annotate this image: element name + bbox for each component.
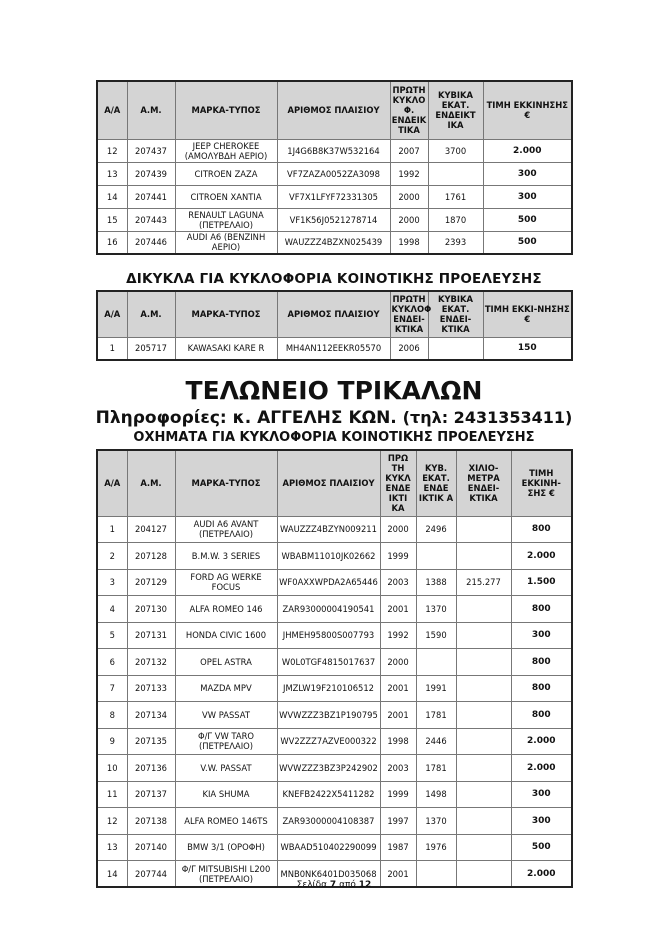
cell-am: 207131 [127, 622, 175, 649]
cell-price: 500 [511, 834, 572, 861]
header-price: ΤΙΜΗ ΕΚΚΙ-ΝΗΣΗΣ € [483, 291, 572, 337]
cell-make: JEEP CHEROKEE (ΑΜΟΛΥΒΔΗ ΑΕΡΙΟ) [175, 139, 277, 162]
cell-year: 2001 [380, 702, 416, 729]
cell-vin: MNB0NK6401D035068 [277, 861, 380, 888]
cell-cc: 1781 [416, 755, 456, 782]
header-aa: Α/Α [97, 450, 127, 516]
header-price: ΤΙΜΗ ΕΚΚΙΝΗ-ΣΗΣ € [511, 450, 572, 516]
cell-km [456, 543, 511, 570]
cell-aa: 15 [97, 208, 127, 231]
cell-year: 2001 [380, 675, 416, 702]
page-number: 7 [329, 880, 337, 890]
cell-year: 2007 [390, 139, 428, 162]
cell-make: MAZDA MPV [175, 675, 277, 702]
header-vin: ΑΡΙΘΜΟΣ ΠΛΑΙΣΙΟΥ [277, 81, 390, 139]
cell-vin: WV2ZZZ7AZVE000322 [277, 728, 380, 755]
table-row [97, 208, 572, 231]
cell-aa: 7 [97, 675, 127, 702]
cell-cc [428, 162, 483, 185]
cell-cc: 1761 [428, 185, 483, 208]
cell-price: 800 [511, 596, 572, 623]
page-label: Σελίδα [296, 880, 328, 890]
cell-year: 2000 [390, 208, 428, 231]
cell-make: CITROEN XANTIA [175, 185, 277, 208]
cell-year: 1999 [380, 543, 416, 570]
cell-price: 500 [483, 231, 572, 254]
cell-vin: WVWZZZ3BZ1P190795 [277, 702, 380, 729]
cell-aa: 5 [97, 622, 127, 649]
cell-year: 1999 [380, 781, 416, 808]
cell-km [456, 516, 511, 543]
header-aa: Α/Α [97, 81, 127, 139]
cell-cc [416, 649, 456, 676]
cell-km [456, 755, 511, 782]
cell-cc [428, 337, 483, 360]
cell-make: BMW 3/1 (ΟΡΟΦΗ) [175, 834, 277, 861]
cell-am: 207137 [127, 781, 175, 808]
vehicles-table-continued [96, 80, 573, 255]
cell-aa: 11 [97, 781, 127, 808]
table-row [97, 834, 572, 861]
cell-make: KIA SHUMA [175, 781, 277, 808]
cell-price: 800 [511, 649, 572, 676]
cell-am: 207446 [127, 231, 175, 254]
cell-cc: 1590 [416, 622, 456, 649]
cell-price: 150 [483, 337, 572, 360]
cell-price: 800 [511, 702, 572, 729]
cell-km [456, 622, 511, 649]
cell-year: 1998 [380, 728, 416, 755]
cell-make: FORD AG WERKE FOCUS [175, 569, 277, 596]
cell-cc: 1991 [416, 675, 456, 702]
header-make: ΜΑΡΚΑ-ΤΥΠΟΣ [175, 450, 277, 516]
cell-am: 207443 [127, 208, 175, 231]
cell-am: 207130 [127, 596, 175, 623]
cell-am: 207134 [127, 702, 175, 729]
table-row [97, 543, 572, 570]
page-total: 12 [358, 880, 372, 890]
cell-km [456, 596, 511, 623]
contact-name: Πληροφορίες: κ. ΑΓΓΕΛΗΣ ΚΩΝ. [95, 408, 397, 428]
table-row [97, 622, 572, 649]
header-make: ΜΑΡΚΑ-ΤΥΠΟΣ [175, 291, 277, 337]
table-row [97, 231, 572, 254]
cell-year: 2006 [390, 337, 428, 360]
cell-vin: MH4AN112EEKR05570 [277, 337, 390, 360]
cell-am: 207140 [127, 834, 175, 861]
cell-vin: WVWZZZ3BZ3P242902 [277, 755, 380, 782]
table-row [97, 702, 572, 729]
header-cc: ΚΥΒ. ΕΚΑΤ. ΕΝΔΕ ΙΚΤΙΚ Α [416, 450, 456, 516]
cell-price: 500 [483, 208, 572, 231]
header-price: ΤΙΜΗ ΕΚΚΙΝΗΣΗΣ € [483, 81, 572, 139]
cell-vin: W0L0TGF4815017637 [277, 649, 380, 676]
cell-price: 800 [511, 516, 572, 543]
table-row [97, 728, 572, 755]
contact-phone: (τηλ: 2431353411) [402, 408, 573, 427]
cell-vin: WAUZZZ4BZYN009211 [277, 516, 380, 543]
cell-aa: 2 [97, 543, 127, 570]
cell-aa: 4 [97, 596, 127, 623]
page-footer [0, 880, 668, 890]
cell-km [456, 834, 511, 861]
cell-make: AUDI A6 AVANT (ΠΕΤΡΕΛΑΙΟ) [175, 516, 277, 543]
cell-cc: 1370 [416, 808, 456, 835]
header-km: ΧΙΛΙΟ-ΜΕΤΡΑ ΕΝΔΕΙ-ΚΤΙΚΑ [456, 450, 511, 516]
cell-vin: WF0AXXWPDA2A65446 [277, 569, 380, 596]
cell-vin: ZAR93000004108387 [277, 808, 380, 835]
cell-cc [416, 543, 456, 570]
table-row [97, 185, 572, 208]
cell-year: 1998 [390, 231, 428, 254]
table-row [97, 781, 572, 808]
cell-price: 2.000 [511, 543, 572, 570]
cell-price: 1.500 [511, 569, 572, 596]
cell-price: 2.000 [511, 728, 572, 755]
table-row [97, 755, 572, 782]
header-cc: ΚΥΒΙΚΑ ΕΚΑΤ. ΕΝΔΕΙ-ΚΤΙΚΑ [428, 291, 483, 337]
cell-year: 2003 [380, 569, 416, 596]
table-header-row [97, 450, 572, 516]
cell-am: 207132 [127, 649, 175, 676]
header-am: Α.Μ. [127, 291, 175, 337]
cell-cc: 2393 [428, 231, 483, 254]
cell-price: 300 [511, 622, 572, 649]
table-row [97, 675, 572, 702]
cell-cc: 2446 [416, 728, 456, 755]
cell-year: 2000 [380, 649, 416, 676]
motorcycles-section-title: ΔΙΚΥΚΛΑ ΓΙΑ ΚΥΚΛΟΦΟΡΙΑ ΚΟΙΝΟΤΙΚΗΣ ΠΡΟΕΛΕΥΣΗΣ [126, 271, 542, 287]
cell-vin: JHMEH95800S007793 [277, 622, 380, 649]
cell-make: OPEL ASTRA [175, 649, 277, 676]
cell-price: 2.000 [483, 139, 572, 162]
table-row [97, 808, 572, 835]
cell-cc: 1976 [416, 834, 456, 861]
cell-am: 207135 [127, 728, 175, 755]
table-row [97, 596, 572, 623]
trikala-vehicles-table [96, 449, 573, 888]
cell-vin: VF1K56J0521278714 [277, 208, 390, 231]
cell-am: 207133 [127, 675, 175, 702]
cell-year: 2000 [380, 516, 416, 543]
cell-am: 204127 [127, 516, 175, 543]
header-am: Α.Μ. [127, 450, 175, 516]
cell-am: 207138 [127, 808, 175, 835]
cell-aa: 1 [97, 337, 127, 360]
cell-km [456, 808, 511, 835]
cell-year: 2001 [380, 861, 416, 888]
cell-make: AUDI A6 (ΒΕΝΖΙΝΗ ΑΕΡΙΟ) [175, 231, 277, 254]
cell-price: 2.000 [511, 861, 572, 888]
cell-aa: 10 [97, 755, 127, 782]
table-row [97, 569, 572, 596]
cell-am: 205717 [127, 337, 175, 360]
cell-make: Φ/Γ VW TARO (ΠΕΤΡΕΛΑΙΟ) [175, 728, 277, 755]
cell-km [456, 781, 511, 808]
table-row [97, 139, 572, 162]
cell-cc: 2496 [416, 516, 456, 543]
table-header-row [97, 291, 572, 337]
cell-aa: 9 [97, 728, 127, 755]
header-vin: ΑΡΙΘΜΟΣ ΠΛΑΙΣΙΟΥ [277, 291, 390, 337]
cell-aa: 13 [97, 834, 127, 861]
cell-km [456, 675, 511, 702]
cell-aa: 1 [97, 516, 127, 543]
cell-make: Φ/Γ MITSUBISHI L200 (ΠΕΤΡΕΛΑΙΟ) [175, 861, 277, 888]
cell-price: 800 [511, 675, 572, 702]
cell-cc: 1781 [416, 702, 456, 729]
cell-vin: VF7X1LFYF72331305 [277, 185, 390, 208]
cell-vin: 1J4G6B8K37W532164 [277, 139, 390, 162]
cell-km [456, 728, 511, 755]
cell-cc: 1370 [416, 596, 456, 623]
cell-make: HONDA CIVIC 1600 [175, 622, 277, 649]
cell-year: 1987 [380, 834, 416, 861]
cell-am: 207441 [127, 185, 175, 208]
cell-make: VW PASSAT [175, 702, 277, 729]
cell-am: 207136 [127, 755, 175, 782]
cell-aa: 14 [97, 185, 127, 208]
cell-aa: 12 [97, 808, 127, 835]
header-first-reg: ΠΡΩ ΤΗ ΚΥΚΛ ΕΝΔΕ ΙΚΤΙ ΚΑ [380, 450, 416, 516]
cell-km: 215.277 [456, 569, 511, 596]
cell-km [456, 702, 511, 729]
cell-make: B.M.W. 3 SERIES [175, 543, 277, 570]
cell-vin: VF7ZAZA0052ZA3098 [277, 162, 390, 185]
cell-cc: 3700 [428, 139, 483, 162]
header-first-reg: ΠΡΩΤΗ ΚΥΚΛΟΦ ΕΝΔΕΙ-ΚΤΙΚΑ [390, 291, 428, 337]
contact-info [0, 408, 668, 428]
cell-cc: 1498 [416, 781, 456, 808]
cell-km [456, 649, 511, 676]
cell-am: 207128 [127, 543, 175, 570]
cell-price: 300 [511, 808, 572, 835]
cell-year: 2001 [380, 596, 416, 623]
cell-year: 1992 [390, 162, 428, 185]
cell-make: ALFA ROMEO 146TS [175, 808, 277, 835]
cell-year: 1997 [380, 808, 416, 835]
cell-price: 2.000 [511, 755, 572, 782]
header-cc: ΚΥΒΙΚΑ ΕΚΑΤ. ΕΝΔΕΙΚΤ ΙΚΑ [428, 81, 483, 139]
header-vin: ΑΡΙΘΜΟΣ ΠΛΑΙΣΙΟΥ [277, 450, 380, 516]
header-aa: Α/Α [97, 291, 127, 337]
cell-year: 1992 [380, 622, 416, 649]
cell-vin: WAUZZZ4BZXN025439 [277, 231, 390, 254]
cell-year: 2003 [380, 755, 416, 782]
cell-cc: 1870 [428, 208, 483, 231]
cell-vin: KNEFB2422X5411282 [277, 781, 380, 808]
motorcycles-table [96, 290, 573, 361]
cell-price: 300 [483, 162, 572, 185]
cell-aa: 13 [97, 162, 127, 185]
cell-make: CITROEN ZAZA [175, 162, 277, 185]
cell-aa: 14 [97, 861, 127, 888]
cell-make: KAWASAKI KARE R [175, 337, 277, 360]
cell-vin: WBAAD510402290099 [277, 834, 380, 861]
cell-am: 207744 [127, 861, 175, 888]
table-row [97, 337, 572, 360]
vehicles-section-title: ΟΧΗΜΑΤΑ ΓΙΑ ΚΥΚΛΟΦΟΡΙΑ ΚΟΙΝΟΤΙΚΗΣ ΠΡΟΕΛΕΥΣΗΣ [133, 430, 535, 445]
cell-vin: ZAR93000004190541 [277, 596, 380, 623]
cell-cc: 1388 [416, 569, 456, 596]
header-am: Α.Μ. [127, 81, 175, 139]
header-make: ΜΑΡΚΑ-ΤΥΠΟΣ [175, 81, 277, 139]
cell-make: ALFA ROMEO 146 [175, 596, 277, 623]
cell-vin: JMZLW19F210106512 [277, 675, 380, 702]
header-first-reg: ΠΡΩΤΗ ΚΥΚΛΟ Φ. ΕΝΔΕΙΚ ΤΙΚΑ [390, 81, 428, 139]
cell-make: V.W. PASSAT [175, 755, 277, 782]
cell-am: 207439 [127, 162, 175, 185]
cell-price: 300 [511, 781, 572, 808]
table-row [97, 649, 572, 676]
cell-aa: 3 [97, 569, 127, 596]
cell-aa: 6 [97, 649, 127, 676]
cell-am: 207437 [127, 139, 175, 162]
cell-aa: 8 [97, 702, 127, 729]
cell-make: RENAULT LAGUNA (ΠΕΤΡΕΛΑΙΟ) [175, 208, 277, 231]
table-row [97, 516, 572, 543]
table-row [97, 162, 572, 185]
cell-price: 300 [483, 185, 572, 208]
page-separator: από [339, 880, 356, 890]
table-header-row [97, 81, 572, 139]
cell-am: 207129 [127, 569, 175, 596]
customs-office-title: ΤΕΛΩΝΕΙΟ ΤΡΙΚΑΛΩΝ [185, 376, 483, 405]
cell-aa: 16 [97, 231, 127, 254]
cell-year: 2000 [390, 185, 428, 208]
cell-vin: WBABM11010JK02662 [277, 543, 380, 570]
cell-aa: 12 [97, 139, 127, 162]
